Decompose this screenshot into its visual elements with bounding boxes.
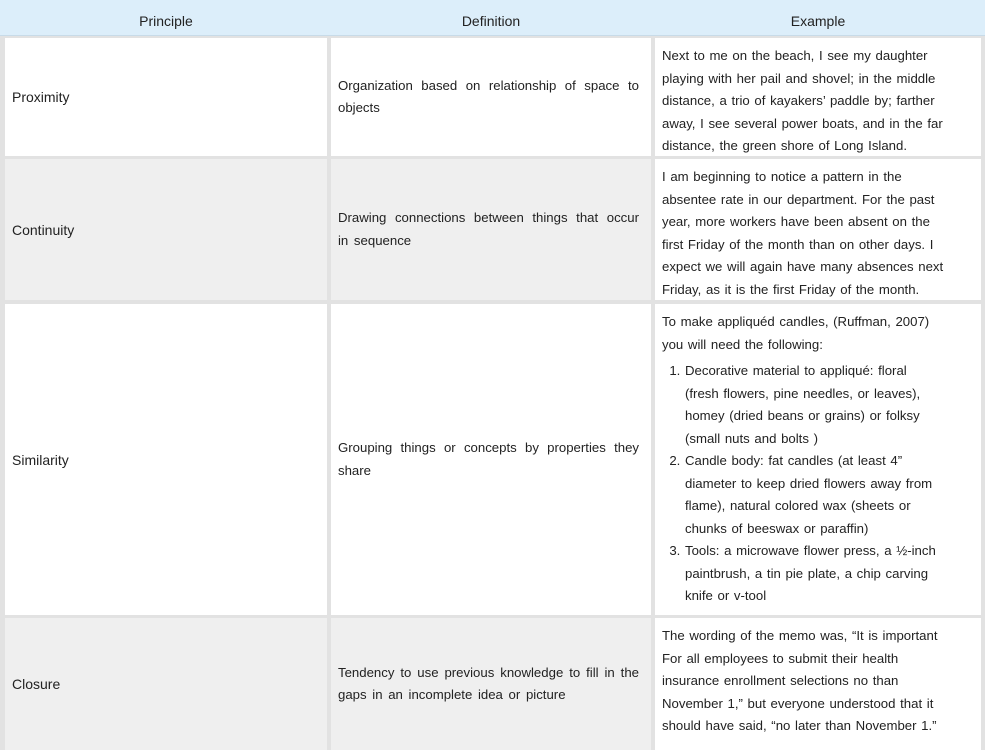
example-line: insurance enrollment selections no than bbox=[662, 673, 899, 688]
example-line: I am beginning to notice a pattern in the bbox=[662, 169, 902, 184]
example-cell bbox=[655, 159, 981, 300]
list-item-line: 1. Decorative material to appliqué: floral bbox=[685, 363, 907, 378]
example-line: away, I see several power boats, and in the far bbox=[662, 115, 943, 131]
list-item-line: chunks of beeswax or paraffin) bbox=[685, 520, 869, 536]
example-line: distance, a trio of kayakers’ paddle by; farther bbox=[662, 93, 935, 108]
example-line: expect we will again have many absences next bbox=[662, 259, 944, 274]
example-line: playing with her pail and shovel; in the middle bbox=[662, 70, 936, 86]
definition-text: Grouping things or concepts by properties they share bbox=[338, 440, 639, 478]
list-item-line: (fresh flowers, pine needles, or leaves), bbox=[685, 385, 921, 401]
example-line: Friday, as it is the first Friday of the month. bbox=[662, 281, 920, 297]
example-cell bbox=[655, 38, 981, 156]
header-principle: Principle bbox=[139, 13, 193, 29]
principle-name: Closure bbox=[12, 676, 61, 692]
example-line: first Friday of the month than on other days. I bbox=[662, 236, 934, 252]
list-item-line: knife or v-tool bbox=[685, 588, 767, 603]
example-line: Next to me on the beach, I see my daughter bbox=[662, 48, 928, 63]
list-item-line: (small nuts and bolts ) bbox=[685, 430, 818, 446]
example-cell bbox=[655, 304, 981, 615]
definition-text: Organization based on relationship of space to objects bbox=[338, 77, 639, 115]
list-item-line: 3. Tools: a microwave flower press, a ½-inch bbox=[685, 543, 936, 558]
list-item bbox=[685, 360, 969, 450]
example-intro-line: you will need the following: bbox=[662, 336, 823, 352]
example-line: should have said, “no later than November 1.” bbox=[662, 718, 937, 733]
list-item-line: 2. Candle body: fat candles (at least 4” bbox=[685, 453, 903, 468]
principle-cell bbox=[5, 159, 327, 300]
list-item-line: flame), natural colored wax (sheets or bbox=[685, 498, 911, 513]
header-example: Example bbox=[790, 13, 846, 29]
principle-name: Proximity bbox=[12, 89, 70, 105]
principle-cell bbox=[5, 304, 327, 615]
principle-name: Continuity bbox=[12, 221, 75, 238]
principle-cell bbox=[5, 618, 327, 750]
principle-name: Similarity bbox=[12, 451, 69, 468]
list-item bbox=[685, 540, 969, 608]
example-line: year, more workers have been absent on the bbox=[662, 214, 930, 229]
list-item-line: paintbrush, a tin pie plate, a chip carving bbox=[685, 565, 929, 581]
definition-cell bbox=[331, 618, 651, 750]
example-intro-line: To make appliquéd candles, (Ruffman, 2007) bbox=[662, 314, 930, 329]
example-line: The wording of the memo was, “It is important bbox=[662, 628, 938, 643]
list-item-line: homey (dried beans or grains) or folksy bbox=[685, 408, 920, 423]
principle-cell bbox=[5, 38, 327, 156]
definition-cell bbox=[331, 304, 651, 615]
example-line: absentee rate in our department. For the past bbox=[662, 191, 935, 207]
example-line: For all employees to submit their health bbox=[662, 650, 899, 666]
example-line: distance, the green shore of Long Island. bbox=[662, 138, 908, 153]
definition-cell bbox=[331, 159, 651, 300]
table-header-row bbox=[0, 0, 985, 36]
example-line: November 1,” but everyone understood that it bbox=[662, 695, 934, 711]
list-item-line: diameter to keep dried flowers away from bbox=[685, 475, 933, 491]
materials-list bbox=[662, 360, 969, 608]
definition-text: Drawing connections between things that occur in sequence bbox=[338, 210, 639, 248]
definition-cell bbox=[331, 38, 651, 156]
example-cell bbox=[655, 618, 981, 750]
header-definition: Definition bbox=[461, 13, 521, 29]
list-item bbox=[685, 450, 969, 540]
definition-text: Tendency to use previous knowledge to fill in the gaps in an incomplete idea or picture bbox=[338, 664, 639, 702]
